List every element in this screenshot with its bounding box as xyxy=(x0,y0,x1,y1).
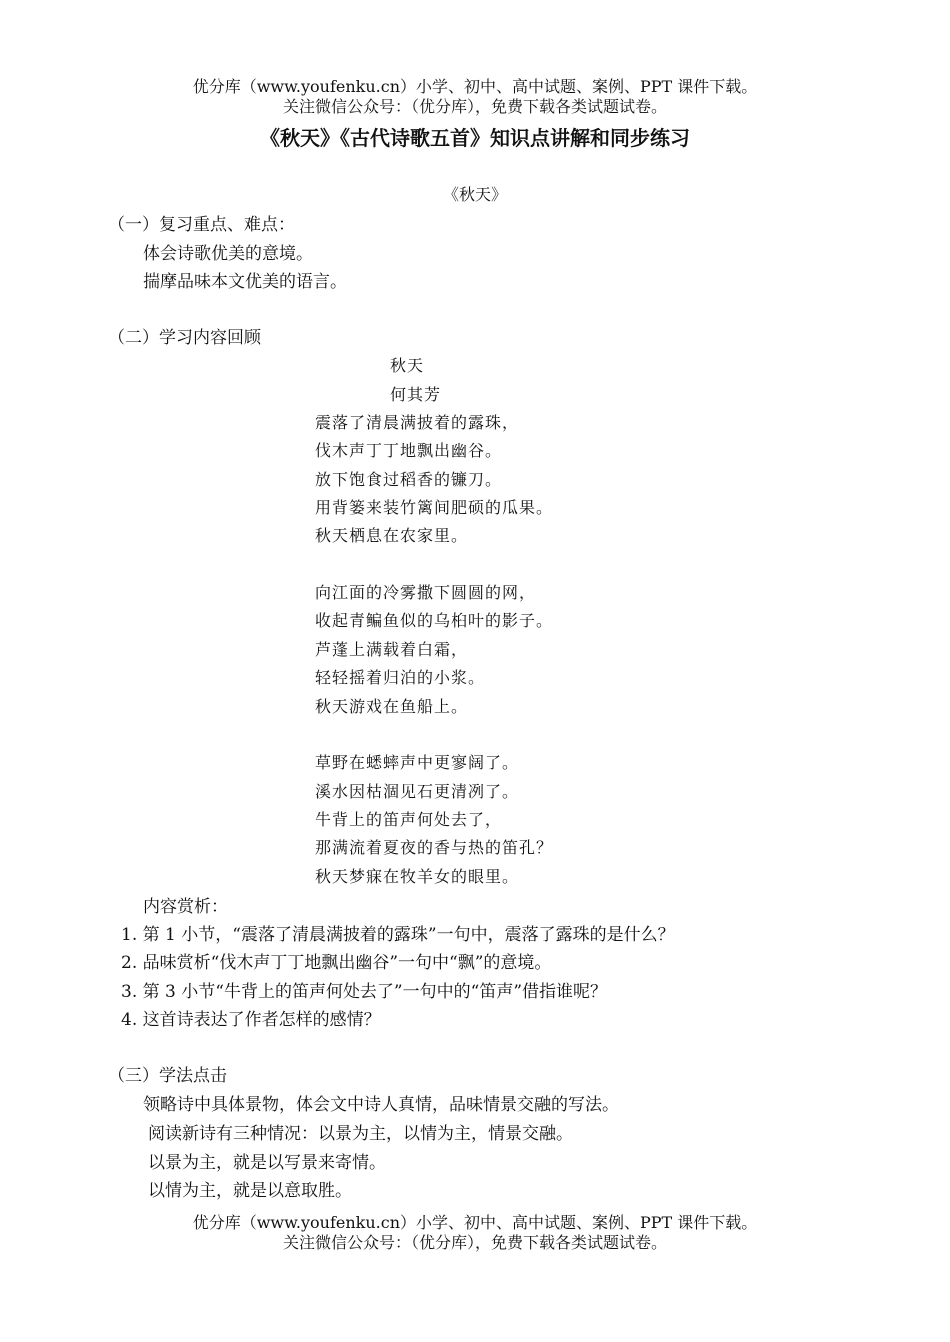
poem-line: 秋天梦寐在牧羊女的眼里。 xyxy=(315,867,520,886)
poem-author: 何其芳 xyxy=(390,385,442,404)
poem-line: 芦蓬上满载着白霜， xyxy=(315,640,469,659)
section1-heading: （一）复习重点、难点： xyxy=(108,215,295,235)
section3-item: 阅读新诗有三种情况：以景为主，以情为主，情景交融。 xyxy=(148,1124,573,1144)
poem-line: 秋天栖息在农家里。 xyxy=(315,526,469,545)
section3-item: 领略诗中具体景物，体会文中诗人真情，品味情景交融的写法。 xyxy=(143,1095,619,1115)
poem-line: 牛背上的笛声何处去了， xyxy=(315,810,503,829)
section3-heading: （三）学法点击 xyxy=(108,1066,227,1086)
section1-item: 揣摩品味本文优美的语言。 xyxy=(143,272,347,292)
section3-item: 以情为主，就是以意取胜。 xyxy=(148,1181,352,1201)
poem-line: 收起青鳊鱼似的乌桕叶的影子。 xyxy=(315,611,554,630)
question-item: 3. 第 3 小节“牛背上的笛声何处去了”一句中的“笛声”借指谁呢？ xyxy=(121,982,608,1002)
question-item: 2. 品味赏析“伐木声丁丁地飘出幽谷”一句中“飘”的意境。 xyxy=(121,953,552,973)
document-title: 《秋天》《古代诗歌五首》知识点讲解和同步练习 xyxy=(260,126,690,150)
poem-title: 秋天 xyxy=(390,356,425,375)
poem-line: 那满流着夏夜的香与热的笛孔？ xyxy=(315,838,554,857)
question-item: 1. 第 1 小节，“震落了清晨满披着的露珠”一句中，震落了露珠的是什么？ xyxy=(121,925,675,945)
poem-line: 放下饱食过稻香的镰刀。 xyxy=(315,470,503,489)
poem-line: 伐木声丁丁地飘出幽谷。 xyxy=(315,441,503,460)
poem-line: 震落了清晨满披着的露珠， xyxy=(315,413,520,432)
poem-line: 溪水因枯涸见石更清冽了。 xyxy=(315,782,520,801)
footer-line-1: 优分库（www.youfenku.cn）小学、初中、高中试题、案例、PPT 课件下载。 xyxy=(192,1213,758,1232)
section1-item: 体会诗歌优美的意境。 xyxy=(143,244,313,264)
poem-line: 轻轻摇着归泊的小浆。 xyxy=(315,668,486,687)
header-line-2: 关注微信公众号：（优分库），免费下载各类试题试卷。 xyxy=(282,97,667,116)
footer-line-2: 关注微信公众号：（优分库），免费下载各类试题试卷。 xyxy=(282,1233,667,1252)
poem-line: 用背篓来装竹篱间肥硕的瓜果。 xyxy=(315,498,554,517)
question-item: 4. 这首诗表达了作者怎样的感情？ xyxy=(121,1010,381,1030)
poem-line: 草野在蟋蟀声中更寥阔了。 xyxy=(315,753,520,772)
subtitle: 《秋天》 xyxy=(442,185,507,204)
section2-heading: （二）学习内容回顾 xyxy=(108,328,261,348)
poem-line: 秋天游戏在鱼船上。 xyxy=(315,697,469,716)
section3-item: 以景为主，就是以写景来寄情。 xyxy=(148,1153,386,1173)
analysis-label: 内容赏析： xyxy=(143,897,228,917)
poem-line: 向江面的冷雾撒下圆圆的网， xyxy=(315,583,537,602)
header-line-1: 优分库（www.youfenku.cn）小学、初中、高中试题、案例、PPT 课件下载。 xyxy=(192,77,758,96)
